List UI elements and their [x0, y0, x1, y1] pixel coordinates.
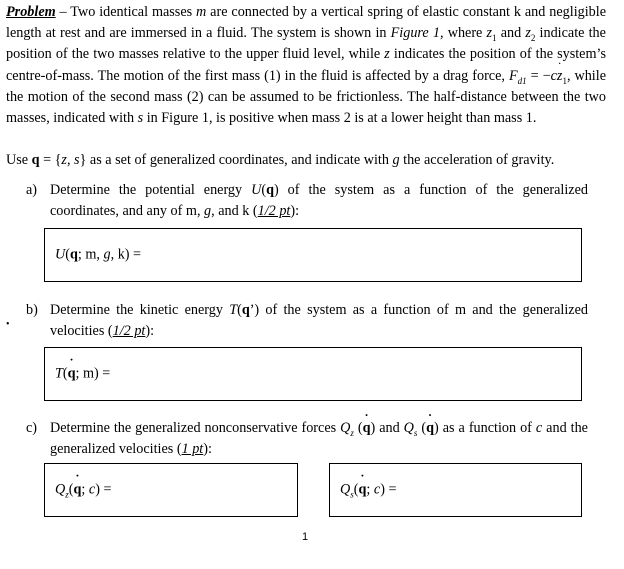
var-c: c: [535, 420, 543, 436]
text: ’) of the system as a function of m and the generalized velocities (: [50, 302, 588, 340]
text: Determine the kinetic energy: [50, 302, 230, 318]
text: are connected by a vertical spring of elastic constant k and negligible length at rest and are immersed in a fluid. The system is shown in: [6, 4, 606, 42]
text: , where: [439, 25, 487, 42]
sub: 1: [492, 33, 497, 44]
text: Determine the potential energy: [50, 182, 252, 198]
var-Q: Q: [55, 481, 66, 498]
text: ) =: [380, 481, 397, 498]
var-qdot: ˙ q: [359, 482, 367, 499]
var-s: s: [137, 110, 144, 127]
var-T: T: [55, 365, 63, 382]
sub: z: [350, 427, 354, 438]
answer-box-force-s[interactable]: [329, 463, 582, 517]
answer-prompt: [55, 482, 111, 499]
question-c: [26, 418, 588, 460]
question-label: b): [26, 302, 38, 318]
text: (: [417, 420, 427, 436]
var-z1: z: [486, 25, 493, 42]
text: , k) =: [110, 246, 142, 263]
sub: 1: [562, 75, 567, 86]
text: , and k (: [211, 203, 258, 220]
var-z2: z: [525, 25, 531, 42]
sub: z: [65, 489, 69, 500]
problem-label: Problem: [6, 4, 56, 20]
var-q: q: [266, 182, 274, 198]
question-label: a): [26, 182, 38, 198]
text: – Two identical masses: [55, 4, 197, 20]
var-c: c: [373, 481, 381, 498]
text: ):: [290, 203, 300, 220]
var-g: g: [392, 152, 400, 168]
text: Determine the generalized nonconservative forces: [50, 420, 341, 436]
var-z: z: [384, 46, 390, 63]
var-m: m: [196, 4, 207, 20]
var-U: U: [55, 246, 66, 263]
answer-box-potential-energy[interactable]: [44, 228, 582, 282]
text: ) of the system as a function of the generalized coordinates, and any of m,: [50, 182, 588, 220]
text: (: [353, 420, 363, 436]
page-number: 1: [302, 531, 309, 543]
text: ;: [81, 481, 89, 498]
sub: s: [350, 489, 354, 500]
sub: d1: [517, 75, 527, 86]
text: the acceleration of gravity.: [399, 152, 555, 168]
points: 1/2 pt: [112, 323, 146, 340]
text: (: [353, 481, 359, 498]
text: ):: [203, 441, 212, 458]
text: (: [237, 302, 242, 318]
sub: s: [413, 427, 418, 438]
text: ) =: [95, 481, 112, 498]
text: Use: [6, 152, 32, 168]
text: ;: [366, 481, 374, 498]
text: , while the motion of the second mass (2) can be assumed to be frictionless. The half-distance between the two masses, indicated with: [6, 67, 606, 127]
var-q: q: [69, 246, 78, 263]
bullet: •: [6, 319, 10, 330]
var-z: z: [61, 152, 67, 168]
use-line: [6, 150, 606, 171]
question-b: [26, 300, 588, 342]
question-text: [50, 300, 588, 342]
text: (: [261, 182, 267, 198]
var-U: U: [251, 182, 262, 198]
text: indicates the position of the system’s centre-of-mass. The motion of the first mass (1) in the fluid is affected by a drag force,: [6, 46, 606, 84]
var-Q: Q: [340, 420, 351, 436]
text: and the generalized velocities (: [50, 420, 588, 458]
question-a: [26, 180, 588, 222]
text: ; m,: [77, 246, 104, 263]
var-g: g: [103, 246, 111, 263]
question-label: c): [26, 420, 38, 436]
text: ) as a function of: [434, 420, 536, 436]
var-c: c: [88, 481, 96, 498]
var-qdot: ˙ q: [74, 482, 82, 499]
text: (: [65, 246, 70, 263]
figure-ref: Figure 1: [390, 25, 440, 42]
text: = {: [39, 152, 62, 168]
text: (: [62, 365, 68, 382]
answer-box-kinetic-energy[interactable]: [44, 347, 582, 401]
problem-statement: [6, 2, 606, 129]
question-text: [50, 180, 588, 222]
var-qdot: ˙ q: [363, 418, 371, 439]
answer-prompt: [55, 247, 141, 264]
text: ) and: [370, 420, 404, 436]
var-c: c: [550, 67, 557, 84]
text: } as a set of generalized coordinates, and indicate with: [79, 152, 393, 168]
text: in Figure 1, is positive when mass 2 is at a lower height than mass 1.: [143, 110, 537, 127]
points: 1/2 pt: [257, 203, 291, 220]
answer-prompt: [55, 366, 110, 383]
var-q: q: [31, 152, 40, 168]
var-Q: Q: [340, 481, 351, 498]
sub: 2: [530, 33, 536, 44]
answer-box-force-z[interactable]: [44, 463, 298, 517]
question-text: [50, 418, 588, 460]
text: ):: [145, 323, 155, 340]
text: indicate the position of the two masses relative to the upper fluid level, while: [6, 25, 606, 63]
var-q: q: [241, 302, 250, 318]
var-Q: Q: [403, 420, 414, 436]
var-qdot: ˙ q: [426, 418, 434, 439]
var-zdot: ˙ z: [557, 66, 563, 87]
text: ,: [66, 152, 75, 168]
var-qdot: ˙ q: [68, 366, 76, 383]
text: = −: [526, 67, 551, 84]
text: (: [68, 481, 74, 498]
text: ; m) =: [75, 365, 111, 382]
points: 1 pt: [181, 441, 204, 458]
var-T: T: [229, 302, 238, 318]
text: and: [496, 25, 526, 42]
var-s: s: [74, 152, 80, 168]
var-F: F: [508, 67, 518, 84]
answer-prompt: [340, 482, 396, 499]
var-g: g: [204, 203, 212, 220]
